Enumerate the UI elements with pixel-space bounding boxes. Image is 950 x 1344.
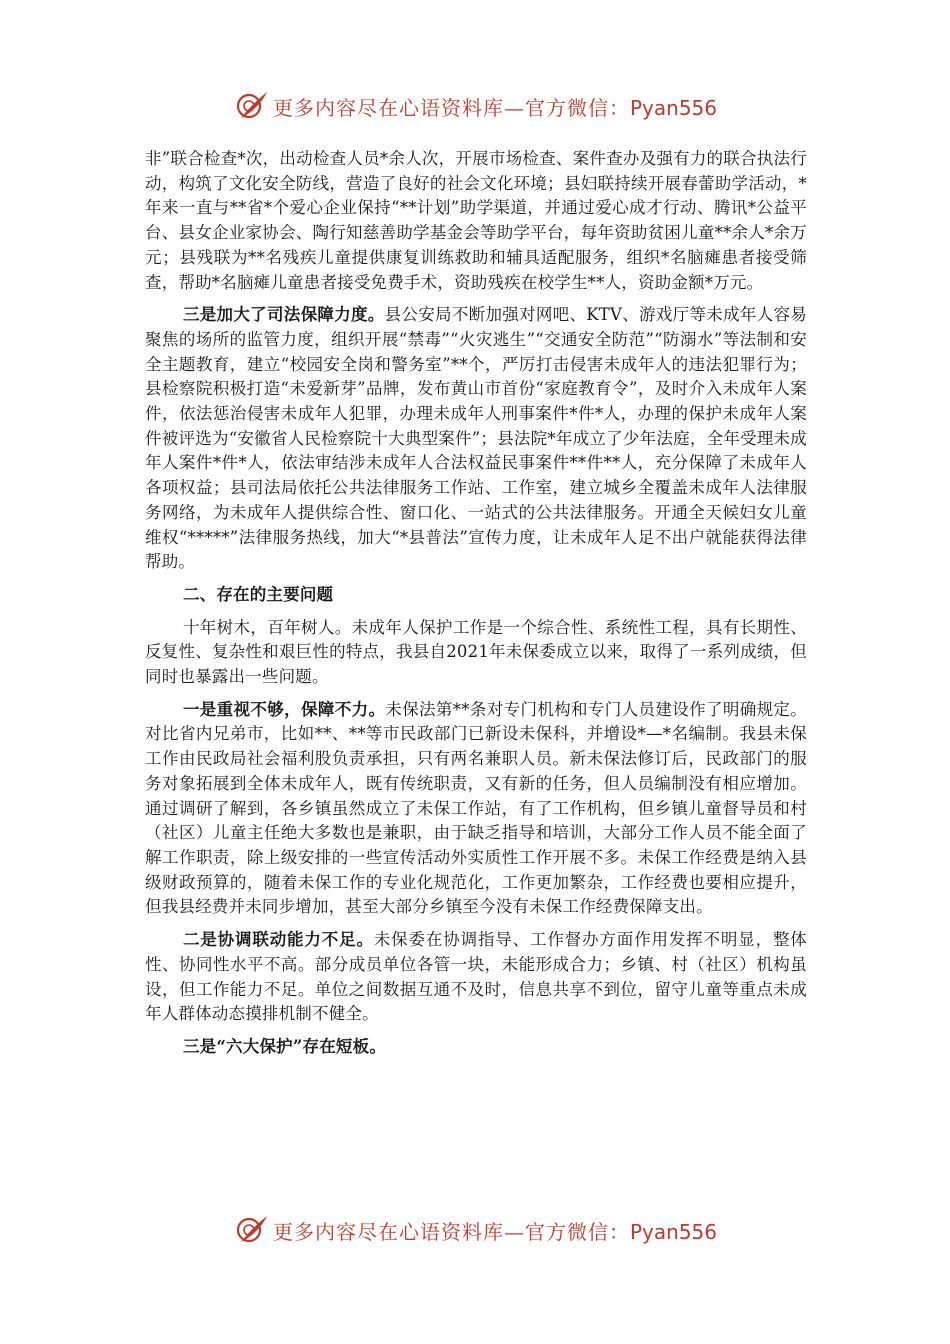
- paragraph-judicial-protection: 三是加大了司法保障力度。县公安局不断加强对网吧、KTV、游戏厅等未成年人容易聚焦的场所的监管力度，组织开展“禁毒”“火灾逃生”“交通安全防范”“防溺水”等法制和安全主题教育，建立“校园安全岗和警务室”**个，严厉打击侵害未成年人的违法犯罪行为；县检察院积极打造“未爱新芽”品牌，发布黄山市首份“家庭教育令”，及时介入未成年人案件，依法惩治侵害未成年人犯罪，办理未成年人刑事案件*件*人，办理的保护未成年人案件被评选为“安徽省人民检察院十大典型案件”；县法院*年成立了少年法庭，全年受理未成年人案件*件*人，依法审结涉未成年人合法权益民事案件**件**人，充分保障了未成年人各项权益；县司法局依托公共法律服务工作站、工作室，建立城乡全覆盖未成年人法律服务网络，为未成年人提供综合性、窗口化、一站式的公共法律服务。开通全天候妇女儿童维权“*****”法律服务热线，加大“*县普法”宣传力度，让未成年人足不出户就能获得法律帮助。: [145, 305, 807, 572]
- paragraph-problem-one: 一是重视不够，保障不力。未保法第**条对专门机构和专门人员建设作了明确规定。对比省内兄弟市，比如**、**等市民政部门已新设未保科，并增设*—*名编制。我县未保工作由民政局社会福利股负责承担，只有两名兼职人员。新未保法修订后，民政部门的服务对象拓展到全体未成年人，既有传统职责，又有新的任务，但人员编制没有相应增加。通过调研了解到，各乡镇虽然成立了未保工作站，有了工作机构，但乡镇儿童督导员和村（社区）儿童主任绝大多数也是兼职，由于缺乏指导和培训，大部分工作人员不能全面了解工作职责，除上级安排的一些宣传活动外实质性工作开展不多。未保工作经费是纳入县级财政预算的，随着未保工作的专业化规范化，工作更加繁杂，工作经费也要相应提升，但我县经费并未同步增加，甚至大部分乡镇至今没有未保工作经费保障支出。: [145, 699, 807, 917]
- quill-logo-icon: [233, 88, 269, 124]
- footer-watermark-text: 更多内容尽在心语资料库—官方微信：Pyan556: [272, 1219, 717, 1244]
- section-heading-main-problems: 二、存在的主要问题: [182, 584, 334, 604]
- paragraph-intro-problems: 十年树木，百年树人。未成年人保护工作是一个综合性、系统性工程，具有长期性、反复性、复杂性和艰巨性的特点，我县自2021年未保委成立以来，取得了一系列成绩，但同时也暴露出一些问题。: [145, 617, 807, 687]
- header-watermark-banner: [0, 86, 950, 126]
- paragraph-lead-bold: 一是重视不够，保障不力。: [182, 699, 386, 719]
- paragraph-problem-three: [145, 1035, 807, 1060]
- document-body: [145, 147, 807, 1068]
- footer-watermark-banner: [0, 1210, 950, 1250]
- paragraph-lead-bold: 三是“六大保护”存在短板。: [182, 1036, 387, 1056]
- quill-logo-icon: [233, 1212, 269, 1248]
- paragraph-continuation: 非”联合检查*次，出动检查人员*余人次，开展市场检查、案件查办及强有力的联合执法行动，构筑了文化安全防线，营造了良好的社会文化环境；县妇联持续开展春蕾助学活动，*年来一直与**省*个爱心企业保持“**计划”助学渠道，并通过爱心成才行动、腾讯*公益平台、县女企业家协会、陶行知慈善助学基金会等助学平台，每年资助贫困儿童**余人*余万元；县残联为**名残疾儿童提供康复训练救助和辅具适配服务，组织*名脑瘫患者接受筛查，帮助*名脑瘫儿童患者接受免费手术，资助残疾在校学生**人，资助金额*万元。: [145, 149, 807, 292]
- paragraph-lead-bold: 三是加大了司法保障力度。: [182, 305, 385, 325]
- header-watermark-text: 更多内容尽在心语资料库—官方微信：Pyan556: [272, 95, 717, 120]
- paragraph-lead-bold: 二是协调联动能力不足。: [182, 930, 374, 950]
- paragraph-problem-two: 二是协调联动能力不足。未保委在协调指导、工作督办方面作用发挥不明显，整体性、协同性水平不高。部分成员单位各管一块，未能形成合力；乡镇、村（社区）机构虽设，但工作能力不足。单位之间数据互通不及时，信息共享不到位，留守儿童等重点未成年人群体动态摸排机制不健全。: [145, 930, 808, 1024]
